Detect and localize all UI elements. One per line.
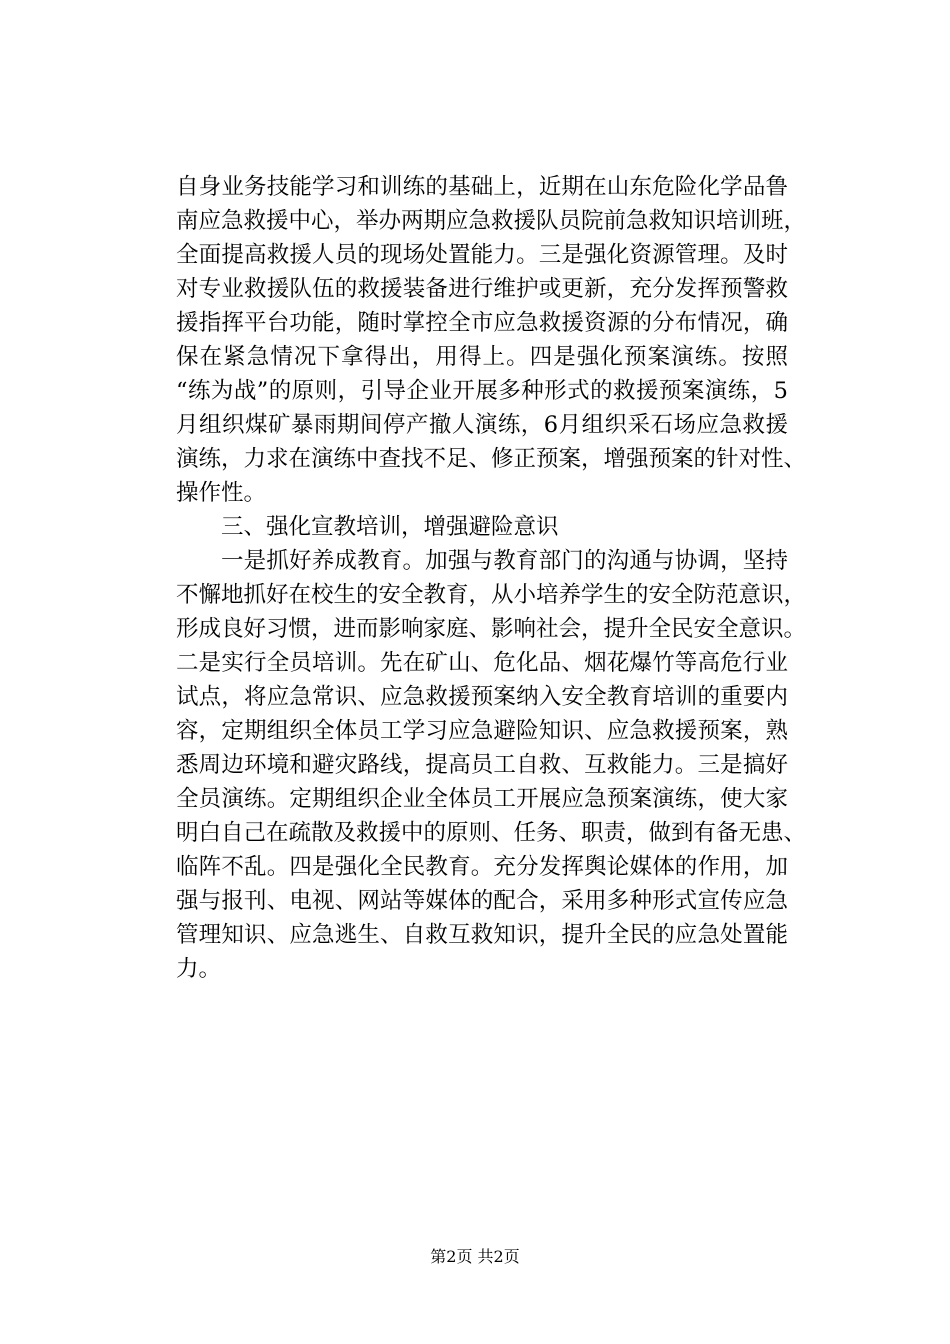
text-line: 管理知识、应急逃生、自救互救知识，提升全民的应急处置能: [176, 922, 788, 948]
text-line: 不懈地抓好在校生的安全教育，从小培养学生的安全防范意识，: [176, 582, 807, 608]
section-heading: 三、强化宣教培训，增强避险意识: [221, 514, 559, 540]
text-line: 一是抓好养成教育。加强与教育部门的沟通与协调，坚持: [221, 548, 788, 574]
text-line: 全员演练。定期组织企业全体员工开展应急预案演练，使大家: [176, 786, 788, 812]
text-line: “练为战”的原则，引导企业开展多种形式的救援预案演练，5: [176, 378, 788, 404]
text-line: 对专业救援队伍的救援装备进行维护或更新，充分发挥预警救: [176, 276, 788, 302]
text-line: 力。: [176, 956, 222, 982]
document-body: [176, 170, 807, 986]
page-footer: 第2页 共2页: [430, 1247, 520, 1266]
text-line: 自身业务技能学习和训练的基础上，近期在山东危险化学品鲁: [176, 174, 788, 200]
text-line: 演练，力求在演练中查找不足、修正预案，增强预案的针对性、: [176, 446, 807, 472]
text-line: 南应急救援中心，举办两期应急救援队员院前急救知识培训班，: [176, 208, 807, 234]
text-line: 明白自己在疏散及救援中的原则、任务、职责，做到有备无患、: [176, 820, 807, 846]
text-line: 操作性。: [176, 480, 267, 506]
text-line: 月组织煤矿暴雨期间停产撤人演练，6月组织采石场应急救援: [176, 412, 788, 438]
text-line: 援指挥平台功能，随时掌控全市应急救援资源的分布情况，确: [176, 310, 788, 336]
text-line: 临阵不乱。四是强化全民教育。充分发挥舆论媒体的作用，加: [176, 854, 788, 880]
text-line: 二是实行全员培训。先在矿山、危化品、烟花爆竹等高危行业: [176, 650, 788, 676]
text-line: 容，定期组织全体员工学习应急避险知识、应急救援预案，熟: [176, 718, 788, 744]
text-line: 保在紧急情况下拿得出，用得上。四是强化预案演练。按照: [176, 344, 788, 370]
text-line: 形成良好习惯，进而影响家庭、影响社会，提升全民安全意识。: [176, 616, 807, 642]
text-line: 试点，将应急常识、应急救援预案纳入安全教育培训的重要内: [176, 684, 788, 710]
text-line: 全面提高救援人员的现场处置能力。三是强化资源管理。及时: [176, 242, 788, 268]
text-line: 悉周边环境和避灾路线，提高员工自救、互救能力。三是搞好: [176, 752, 788, 778]
text-line: 强与报刊、电视、网站等媒体的配合，采用多种形式宣传应急: [176, 888, 788, 914]
